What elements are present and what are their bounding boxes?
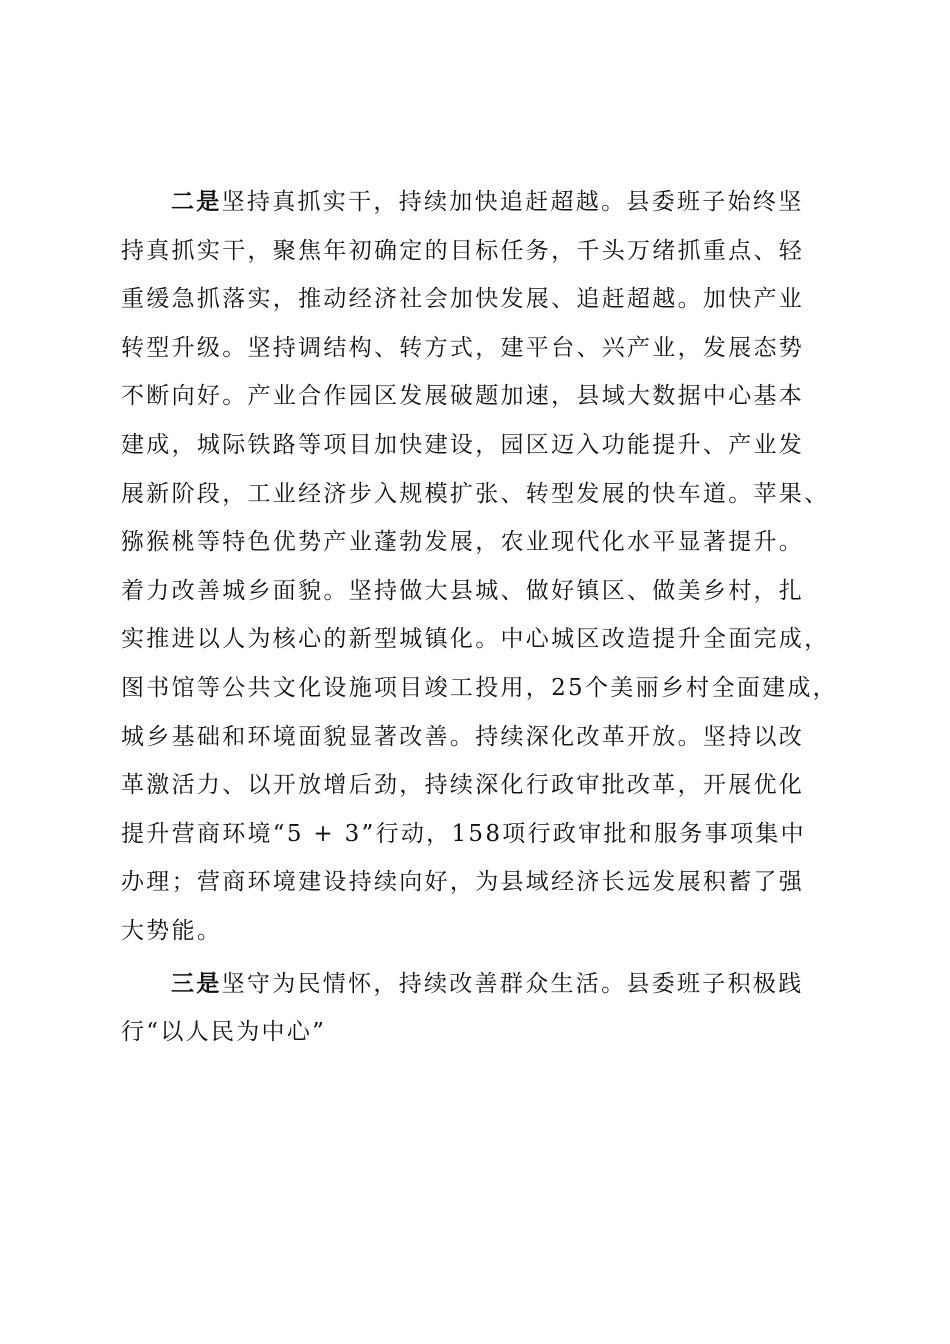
paragraph-line: 实推进以人为核心的新型城镇化。中心城区改造提升全面完成， [121, 626, 830, 653]
body-text [121, 178, 837, 1057]
paragraph-line: 提升营商环境“5 + 3”行动，158项行政审批和服务事项集中 [121, 820, 806, 847]
paragraph-line: 建成，城际铁路等项目加快建设，园区迈入功能提升、产业发 [121, 431, 805, 458]
paragraph-line: 三是坚守为民情怀，持续改善群众生活。县委班子积极践 [171, 970, 804, 997]
paragraph-lead: 三是 [171, 970, 222, 997]
paragraph-line: 办理；营商环境建设持续向好，为县域经济长远发展积蓄了强 [121, 869, 805, 896]
paragraph-line: 城乡基础和环境面貌显著改善。持续深化改革开放。坚持以改 [121, 723, 805, 750]
paragraph-line: 展新阶段，工业经济步入规模扩张、转型发展的快车道。苹果、 [121, 480, 830, 507]
paragraph-line: 图书馆等公共文化设施项目竣工投用，25个美丽乡村全面建成， [121, 674, 838, 701]
paragraph-line: 转型升级。坚持调结构、转方式，建平台、兴产业，发展态势 [121, 334, 805, 361]
paragraph-2 [121, 178, 837, 956]
paragraph-line: 革激活力、以开放增后劲，持续深化行政审批改革，开展优化 [121, 772, 805, 799]
paragraph-line: 猕猴桃等特色优势产业蓬勃发展，农业现代化水平显著提升。 [121, 529, 805, 556]
paragraph-3 [121, 960, 837, 1057]
paragraph-line: 行“以人民为中心” [121, 1019, 327, 1046]
paragraph-line: 大势能。 [121, 917, 223, 944]
paragraph-lead: 二是 [171, 189, 222, 215]
paragraph-line: 二是坚持真抓实干，持续加快追赶超越。县委班子始终坚 [171, 189, 804, 215]
paragraph-line: 着力改善城乡面貌。坚持做大县城、做好镇区、做美乡村，扎 [121, 577, 805, 604]
paragraph-line: 重缓急抓落实，推动经济社会加快发展、追赶超越。加快产业 [121, 286, 805, 313]
paragraph-line: 不断向好。产业合作园区发展破题加速，县域大数据中心基本 [121, 383, 805, 410]
paragraph-line: 持真抓实干，聚焦年初确定的目标任务，千头万绪抓重点、轻 [121, 237, 805, 264]
